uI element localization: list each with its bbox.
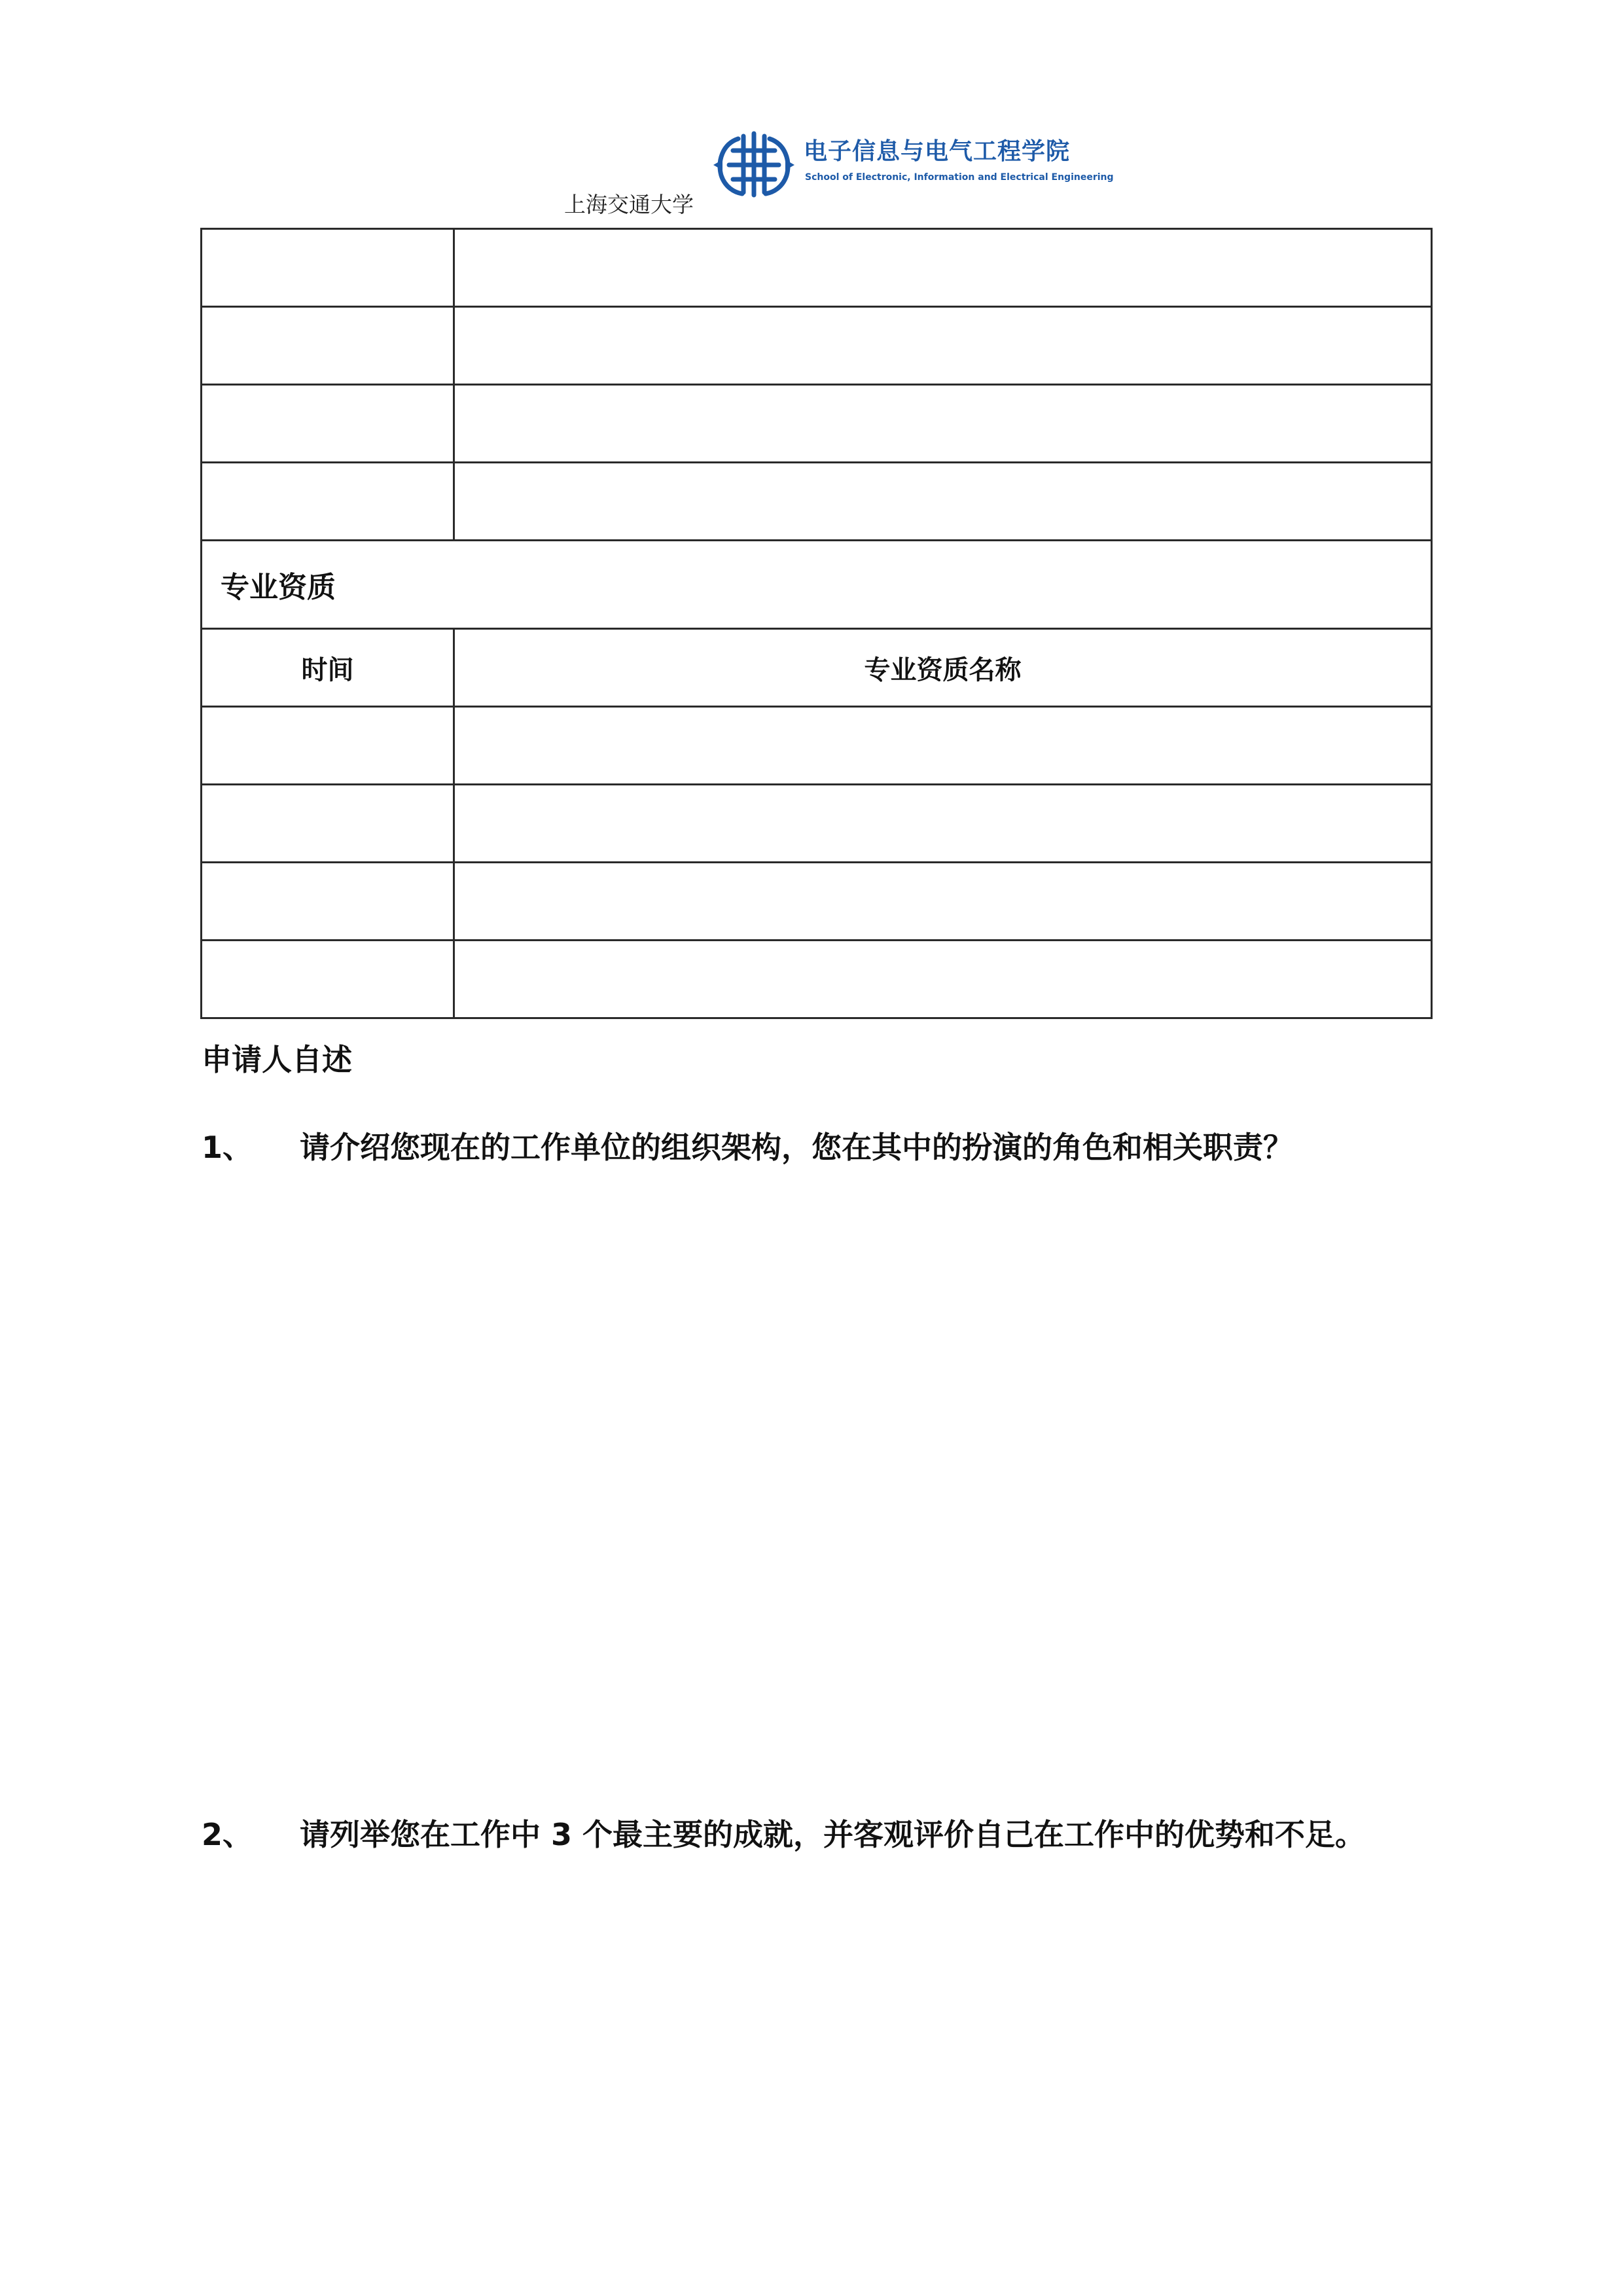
table-cell[interactable] <box>454 785 1432 863</box>
question-text: 请列举您在工作中 3 个最主要的成就，并客观评价自己在工作中的优势和不足。 <box>300 1817 1366 1852</box>
school-logo-icon <box>713 130 794 198</box>
university-name: 上海交通大学 <box>564 192 694 217</box>
table-cell[interactable] <box>202 229 454 307</box>
table-cell[interactable] <box>454 941 1432 1018</box>
table-row <box>202 385 1432 463</box>
table-row <box>202 307 1432 385</box>
table-cell[interactable] <box>454 863 1432 941</box>
table-cell[interactable] <box>202 463 454 541</box>
table-row <box>202 785 1432 863</box>
table-row <box>202 941 1432 1018</box>
header-row <box>202 629 1432 707</box>
table-row <box>202 229 1432 307</box>
column-header-qualification-name: 专业资质名称 <box>454 629 1432 707</box>
table-cell[interactable] <box>202 707 454 785</box>
table-row <box>202 463 1432 541</box>
question-number: 1、 <box>202 1130 253 1165</box>
school-name-cn: 电子信息与电气工程学院 <box>804 138 1071 165</box>
table-cell[interactable] <box>454 463 1432 541</box>
table-row <box>202 863 1432 941</box>
column-header-time: 时间 <box>202 629 454 707</box>
table-cell[interactable] <box>454 707 1432 785</box>
table-cell[interactable] <box>202 785 454 863</box>
question-text: 请介绍您现在的工作单位的组织架构，您在其中的扮演的角色和相关职责？ <box>300 1130 1293 1165</box>
table-cell[interactable] <box>202 307 454 385</box>
table-cell[interactable] <box>202 941 454 1018</box>
form-table <box>200 228 1433 1019</box>
table-row <box>202 707 1432 785</box>
table-cell[interactable] <box>454 385 1432 463</box>
question-2 <box>202 1817 1366 1852</box>
question-number: 2、 <box>202 1817 253 1852</box>
section-row <box>202 541 1432 629</box>
table-cell[interactable] <box>454 307 1432 385</box>
table-cell[interactable] <box>202 385 454 463</box>
table-cell[interactable] <box>202 863 454 941</box>
section-title: 专业资质 <box>202 541 1432 629</box>
statement-title: 申请人自述 <box>202 1042 352 1077</box>
table-cell[interactable] <box>454 229 1432 307</box>
school-name-en: School of Electronic, Information and Electrical Engineering <box>805 172 1114 183</box>
question-1 <box>202 1130 1293 1165</box>
